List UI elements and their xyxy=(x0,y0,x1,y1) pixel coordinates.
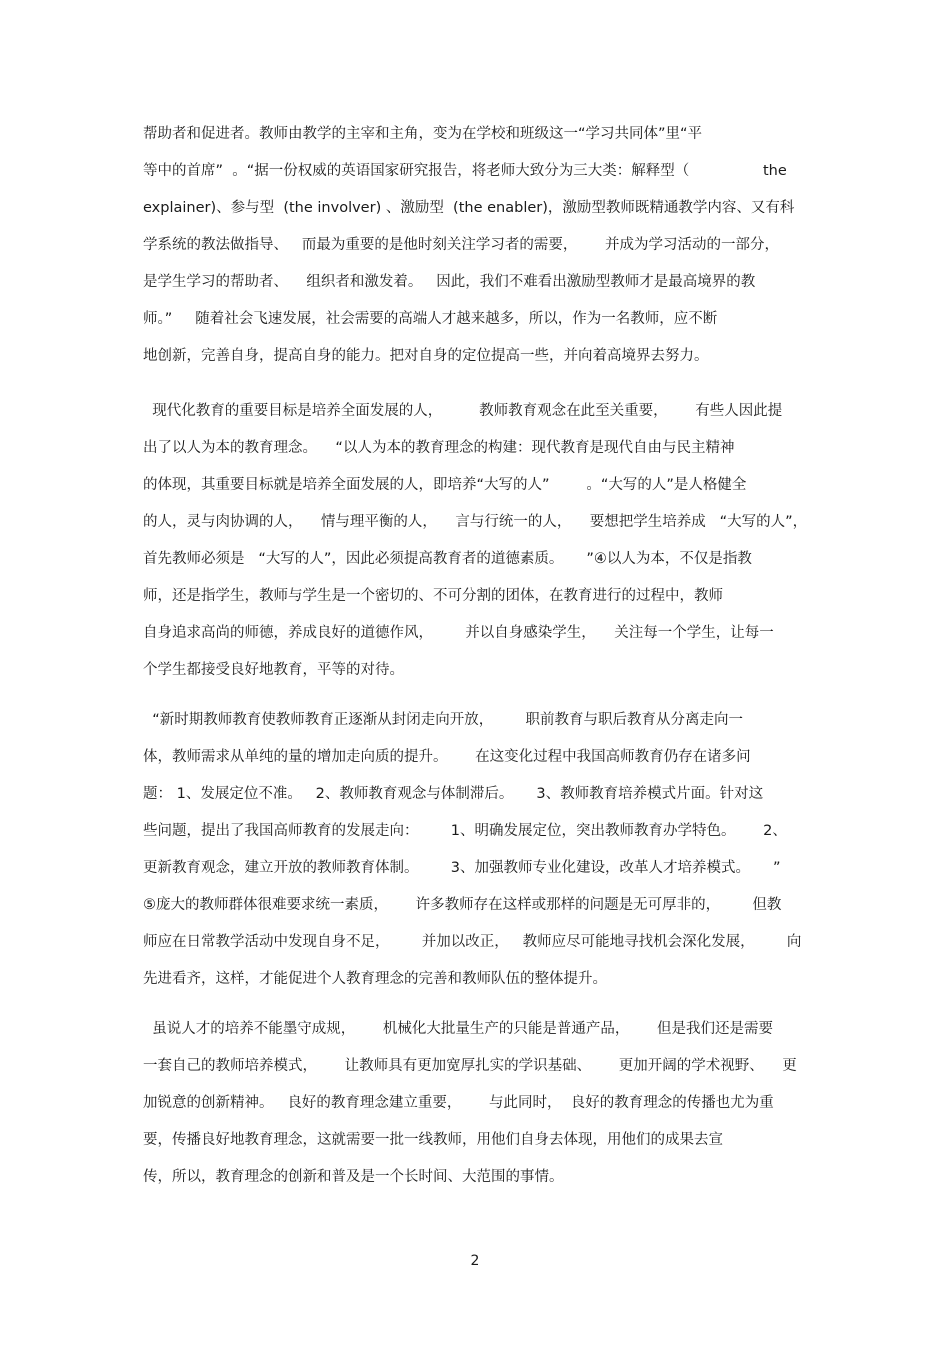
text-line: 师应在日常教学活动中发现自身不足， 并加以改正， 教师应尽可能地寻找机会深化发展， 向 xyxy=(143,934,802,950)
text-line: 师。” 随着社会飞速发展，社会需要的高端人才越来越多，所以，作为一名教师，应不断 xyxy=(143,311,718,327)
text-line: 先进看齐，这样，才能促进个人教育理念的完善和教师队伍的整体提升。 xyxy=(143,971,607,987)
text-line: 虽说人才的培养不能墨守成规， 机械化大批量生产的只能是普通产品， 但是我们还是需要 xyxy=(143,1021,774,1037)
text-line: 首先教师必须是 “大写的人”，因此必须提高教育者的道德素质。 ”④以人为本，不仅是指教 xyxy=(143,551,752,567)
text-line: 传，所以，教育理念的创新和普及是一个长时间、大范围的事情。 xyxy=(143,1169,564,1185)
text-line: 更新教育观念，建立开放的教师教育体制。 3、加强教师专业化建设，改革人才培养模式。 ” xyxy=(143,860,781,876)
text-line: ⑤庞大的教师群体很难要求统一素质， 许多教师存在这样或那样的问题是无可厚非的， 但教 xyxy=(143,897,782,913)
text-line: 个学生都接受良好地教育，平等的对待。 xyxy=(143,662,404,678)
text-line: “新时期教师教育使教师教育正逐渐从封闭走向开放， 职前教育与职后教育从分离走向一 xyxy=(143,712,743,728)
text-line: 地创新，完善自身，提高自身的能力。把对自身的定位提高一些，并向着高境界去努力。 xyxy=(143,348,709,364)
text-line: 等中的首席” 。“据一份权威的英语国家研究报告，将老师大致分为三大类：解释型（ the xyxy=(143,163,787,179)
text-line: 学系统的教法做指导、 而最为重要的是他时刻关注学习者的需要， 并成为学习活动的一部分， xyxy=(143,237,779,253)
text-line: 要，传播良好地教育理念，这就需要一批一线教师，用他们自身去体现，用他们的成果去宣 xyxy=(143,1132,723,1148)
text-line: 帮助者和促进者。教师由教学的主宰和主角，变为在学校和班级这一“学习共同体”里“平 xyxy=(143,126,703,142)
text-line: 一套自己的教师培养模式， 让教师具有更加宽厚扎实的学识基础、 更加开阔的学术视野、 更 xyxy=(143,1058,797,1074)
text-line: 现代化教育的重要目标是培养全面发展的人， 教师教育观念在此至关重要， 有些人因此提 xyxy=(143,403,783,419)
text-line: 体，教师需求从单纯的量的增加走向质的提升。 在这变化过程中我国高师教育仍存在诸多问 xyxy=(143,749,751,765)
text-line: 些问题，提出了我国高师教育的发展走向： 1、明确发展定位，突出教师教育办学特色。 2、 xyxy=(143,823,787,839)
page-number: 2 xyxy=(470,1253,480,1269)
text-line: 题： 1、发展定位不准。 2、教师教育观念与体制滞后。 3、教师教育培养模式片面。针对这 xyxy=(143,786,764,802)
text-line: 自身追求高尚的师德，养成良好的道德作风， 并以自身感染学生， 关注每一个学生，让每一 xyxy=(143,625,774,641)
text-line: 的人，灵与肉协调的人， 情与理平衡的人， 言与行统一的人， 要想把学生培养成 “大写的人”， xyxy=(143,514,808,530)
text-line: explainer)、参与型 (the involver) 、激励型 (the enabler)，激励型教师既精通教学内容、又有科 xyxy=(143,200,795,216)
text-line: 的体现，其重要目标就是培养全面发展的人，即培养“大写的人” 。“大写的人”是人格健全 xyxy=(143,477,747,493)
text-line: 是学生学习的帮助者、 组织者和激发着。 因此，我们不难看出激励型教师才是最高境界的教 xyxy=(143,274,756,290)
text-line: 出了以人为本的教育理念。 “以人为本的教育理念的构建：现代教育是现代自由与民主精神 xyxy=(143,440,735,456)
text-line: 加锐意的创新精神。 良好的教育理念建立重要， 与此同时， 良好的教育理念的传播也尤为重 xyxy=(143,1095,774,1111)
text-line: 师，还是指学生，教师与学生是一个密切的、不可分割的团体，在教育进行的过程中，教师 xyxy=(143,588,723,604)
